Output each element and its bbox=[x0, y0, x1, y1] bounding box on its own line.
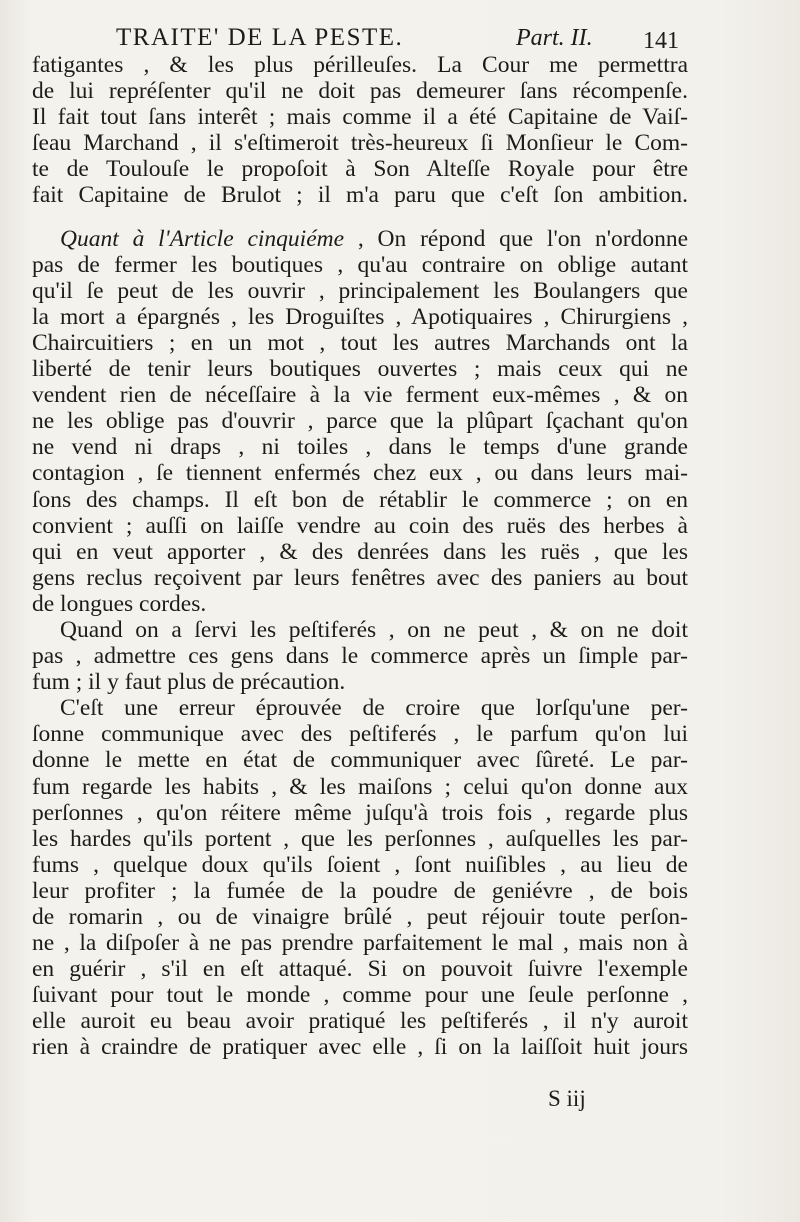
text-line: convient ; auſſi on laiſſe vendre au coin des ruës des herbes à bbox=[32, 512, 688, 539]
text-line: fum ; il y faut plus de précaution. bbox=[32, 669, 346, 696]
paragraph-2 bbox=[32, 226, 688, 617]
text-line: rien à craindre de pratiquer avec elle , ſi on la laiſſoit huit jours bbox=[32, 1034, 688, 1061]
text-line: qui en veut apporter , & des denrées dans les ruës , que les bbox=[32, 538, 688, 565]
text-line: gens reclus reçoivent par leurs fenêtres avec des paniers au bout bbox=[32, 564, 688, 591]
paragraph-4 bbox=[32, 695, 688, 1060]
text-line-first: C'eſt une erreur éprouvée de croire que lorſqu'une per- bbox=[60, 695, 688, 722]
text-line: fatigantes , & les plus périlleuſes. La Cour me permettra bbox=[32, 52, 688, 78]
text-line: ne les oblige pas d'ouvrir , parce que la plûpart ſçachant qu'on bbox=[32, 408, 688, 435]
text-line: pas , admettre ces gens dans le commerce après un ſimple par- bbox=[32, 643, 688, 670]
text-line: contagion , ſe tiennent enfermés chez eux , ou dans leurs mai- bbox=[32, 460, 688, 487]
text-line: Il fait tout ſans interêt ; mais comme il a été Capitaine de Vaiſ- bbox=[32, 104, 688, 131]
text-line: ne vend ni draps , ni toiles , dans le temps d'une grande bbox=[32, 434, 688, 461]
part-label: Part. II. bbox=[516, 25, 593, 51]
text-line: en guérir , s'il en eſt attaqué. Si on pouvoit ſuivre l'exemple bbox=[32, 956, 688, 983]
running-head bbox=[0, 22, 800, 56]
text-line: de lui repréſenter qu'il ne doit pas demeurer ſans récompenſe. bbox=[32, 78, 688, 105]
text-line: liberté de tenir leurs boutiques ouvertes ; mais ceux qui ne bbox=[32, 356, 688, 383]
text-line: ne , la diſpoſer à ne pas prendre parfaitement le mal , mais non à bbox=[32, 930, 688, 957]
text-line-first: Quand on a ſervi les peſtiferés , on ne peut , & on ne doit bbox=[60, 616, 688, 643]
text-line: pas de fermer les boutiques , qu'au contraire on oblige autant bbox=[32, 251, 688, 278]
signature-mark: S iij bbox=[548, 1086, 586, 1111]
text-line: ſuivant pour tout le monde , comme pour une ſeule perſonne , bbox=[32, 982, 688, 1009]
text-line: fum regarde les habits , & les maiſons ; celui qu'on donne aux bbox=[32, 773, 688, 800]
text-line: ſeau Marchand , il s'eſtimeroit très-heureux ſi Monſieur le Com- bbox=[32, 130, 688, 157]
text-line: les hardes qu'ils portent , que les perſonnes , auſquelles les par- bbox=[32, 825, 688, 852]
paragraph-3 bbox=[32, 617, 688, 695]
text-line: elle auroit eu beau avoir pratiqué les peſtiferés , il n'y auroit bbox=[32, 1008, 688, 1035]
text-line: la mort a épargnés , les Droguiſtes , Apotiquaires , Chirurgiens , bbox=[32, 303, 688, 330]
text-line: qu'il ſe peut de les ouvrir , principalement les Boulangers que bbox=[32, 277, 688, 304]
text-line: fums , quelque doux qu'ils ſoient , ſont nuiſibles , au lieu de bbox=[32, 851, 688, 878]
text-line: Chaircuitiers ; en un mot , tout les autres Marchands ont la bbox=[32, 329, 688, 356]
text-line: de romarin , ou de vinaigre brûlé , peut réjouir toute perſon- bbox=[32, 904, 688, 930]
text-line: donne le mette en état de communiquer avec ſûreté. Le par- bbox=[32, 747, 688, 774]
text-line: ſonne communique avec des peſtiferés , le parfum qu'on lui bbox=[32, 721, 688, 748]
text-line-rest: , On répond que l'on n'ordonne bbox=[344, 225, 688, 252]
paragraph-1 bbox=[32, 52, 688, 209]
text-line: perſonnes , qu'on réitere même juſqu'à trois fois , regarde plus bbox=[32, 799, 688, 826]
text-line: te de Toulouſe le propoſoit à Son Alteſſe Royale pour être bbox=[32, 156, 688, 183]
text-line: ſons des champs. Il eſt bon de rétablir le commerce ; on en bbox=[32, 486, 688, 513]
text-line: de longues cordes. bbox=[32, 590, 207, 617]
text-line: vendent rien de néceſſaire à la vie ferment eux-mêmes , & on bbox=[32, 382, 688, 409]
text-line: fait Capitaine de Brulot ; il m'a paru que c'eſt ſon ambition. bbox=[32, 182, 688, 209]
body-text bbox=[32, 52, 688, 1061]
text-line-first bbox=[32, 226, 688, 252]
running-title: TRAITE' DE LA PESTE. bbox=[116, 24, 404, 51]
page-number: 141 bbox=[643, 28, 679, 54]
text-line: leur profiter ; la fumée de la poudre de geniévre , de bois bbox=[32, 877, 688, 904]
article-heading: Quant à l'Article cinquiéme bbox=[60, 225, 345, 252]
